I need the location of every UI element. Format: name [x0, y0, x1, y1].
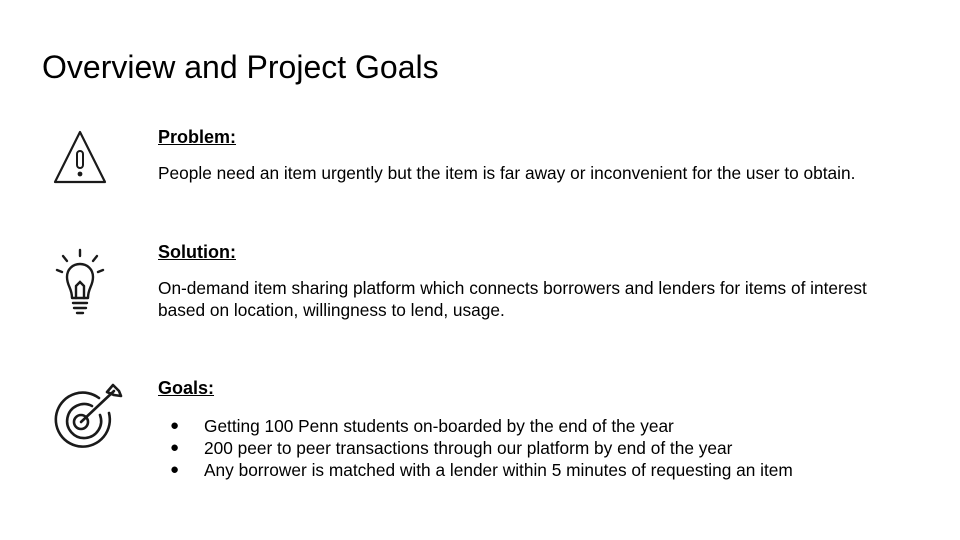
goal-text: Getting 100 Penn students on-boarded by the end of the year [204, 416, 674, 436]
bullet-icon: ● [170, 417, 180, 434]
problem-section [158, 126, 948, 184]
goals-list [156, 415, 948, 481]
bullet-icon: ● [170, 461, 180, 478]
goals-section [158, 377, 948, 481]
problem-heading: Problem: [158, 127, 237, 147]
lightbulb-icon [54, 248, 106, 320]
list-item [156, 437, 948, 459]
goal-text: Any borrower is matched with a lender within 5 minutes of requesting an item [204, 460, 793, 480]
list-item [156, 415, 948, 437]
problem-text: People need an item urgently but the item is far away or inconvenient for the user to obtain. [158, 163, 856, 183]
target-arrow-icon [52, 382, 126, 452]
bullet-icon: ● [170, 439, 180, 456]
solution-text: On-demand item sharing platform which connects borrowers and lenders for items of interest based on location, willingness to lend, usage. [158, 278, 867, 320]
solution-section [158, 241, 948, 321]
goal-text: 200 peer to peer transactions through our platform by end of the year [204, 438, 733, 458]
list-item [156, 459, 948, 481]
solution-heading: Solution: [158, 242, 236, 262]
warning-triangle-icon [52, 128, 108, 184]
goals-heading: Goals: [158, 378, 215, 398]
slide-title: Overview and Project Goals [42, 49, 439, 85]
